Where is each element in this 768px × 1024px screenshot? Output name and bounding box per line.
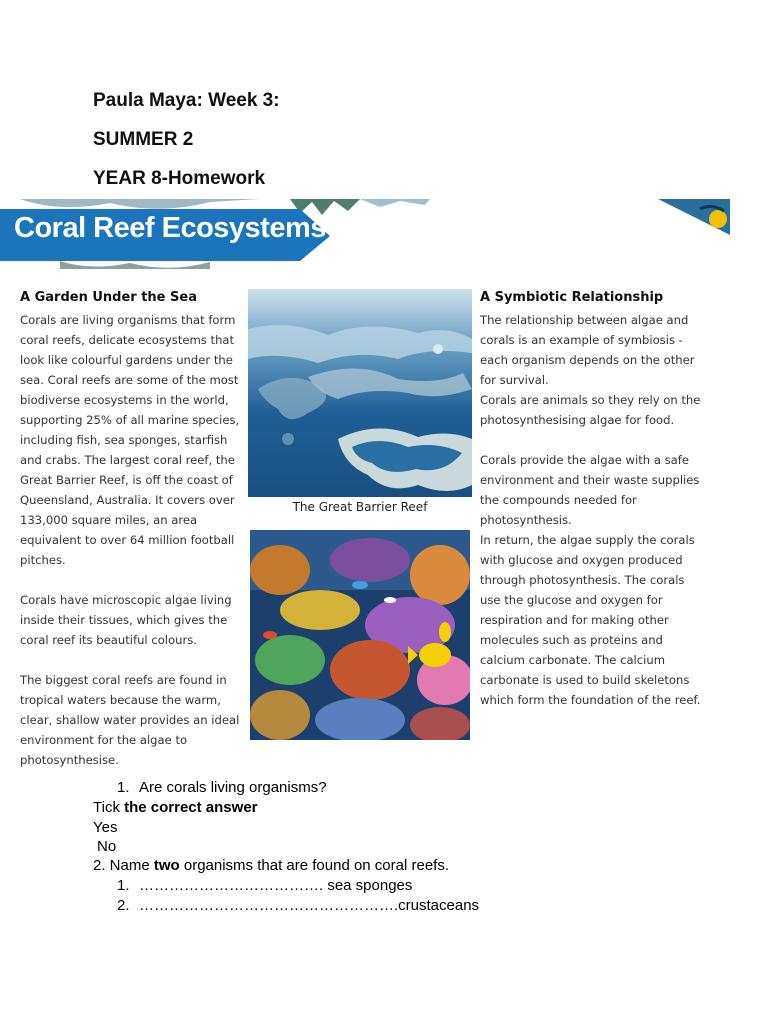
answer-1-number: 1. (117, 877, 130, 894)
photo-caption: The Great Barrier Reef (292, 500, 428, 514)
tick-bold: the correct answer (124, 799, 258, 816)
right-paragraph-3: Corals provide the algae with a safe environment and their waste supplies the compounds needed for photosynthesis. (480, 453, 700, 527)
right-paragraph-2: Corals are animals so they rely on the photosynthesising algae for food. (480, 393, 701, 427)
header-term: SUMMER 2 (93, 129, 194, 150)
q2-bold: two (153, 857, 180, 874)
right-column (480, 288, 708, 710)
tick-instruction (93, 799, 258, 816)
answer-yes[interactable]: Yes (93, 819, 118, 836)
question-1-text: Are corals living organisms? (139, 779, 327, 796)
right-paragraph-4: In return, the algae supply the corals with glucose and oxygen produced through photosynthesis. The corals use the glucose and oxygen for respiration and for making other molecules such as proteins and calcium carbonate. The calcium carbonate is used to build skeletons which form the foundation of the reef. (480, 533, 701, 707)
header-year-homework: YEAR 8-Homework (93, 168, 266, 189)
left-column (20, 288, 245, 770)
right-heading: A Symbiotic Relationship (480, 290, 664, 305)
question-2 (93, 857, 449, 874)
question-1-number: 1. (117, 779, 130, 796)
left-paragraph-1: Corals are living organisms that form coral reefs, delicate ecosystems that look like colourful gardens under the sea. Coral reefs are some of the most biodiverse ecosystems in the world, supporting 25% of all marine species, including fish, sea sponges, starfish and crabs. The largest coral reef, the Great Barrier Reef, is off the coast of Queensland, Australia. It covers over 133,000 square miles, an area equivalent to over 64 million football pitches. (20, 313, 240, 567)
answer-2-number: 2. (117, 897, 130, 914)
q2-suffix: organisms that are found on coral reefs. (179, 857, 449, 874)
left-paragraph-3: The biggest coral reefs are found in tropical waters because the warm, clear, shallow water provides an ideal environment for the algae to photosynthesise. (20, 673, 240, 767)
banner-title: Coral Reef Ecosystems (14, 212, 326, 244)
answer-no[interactable]: No (97, 838, 117, 855)
great-barrier-reef-photo (248, 289, 472, 497)
left-heading: A Garden Under the Sea (20, 290, 197, 305)
q2-prefix: 2. Name (93, 857, 154, 874)
right-paragraph-1: The relationship between algae and corals is an example of symbiosis - each organism depends on the other for survival. (480, 313, 695, 387)
answer-1-text[interactable]: ………………………………. sea sponges (139, 877, 413, 894)
answer-2-text[interactable]: …………………………………………….crustaceans (139, 897, 480, 914)
coral-reef-photo (250, 530, 470, 740)
left-paragraph-2: Corals have microscopic algae living inside their tissues, which gives the coral reef its beautiful colours. (20, 593, 232, 647)
tick-prefix: Tick (93, 799, 125, 816)
header-name-week: Paula Maya: Week 3: (93, 90, 280, 111)
